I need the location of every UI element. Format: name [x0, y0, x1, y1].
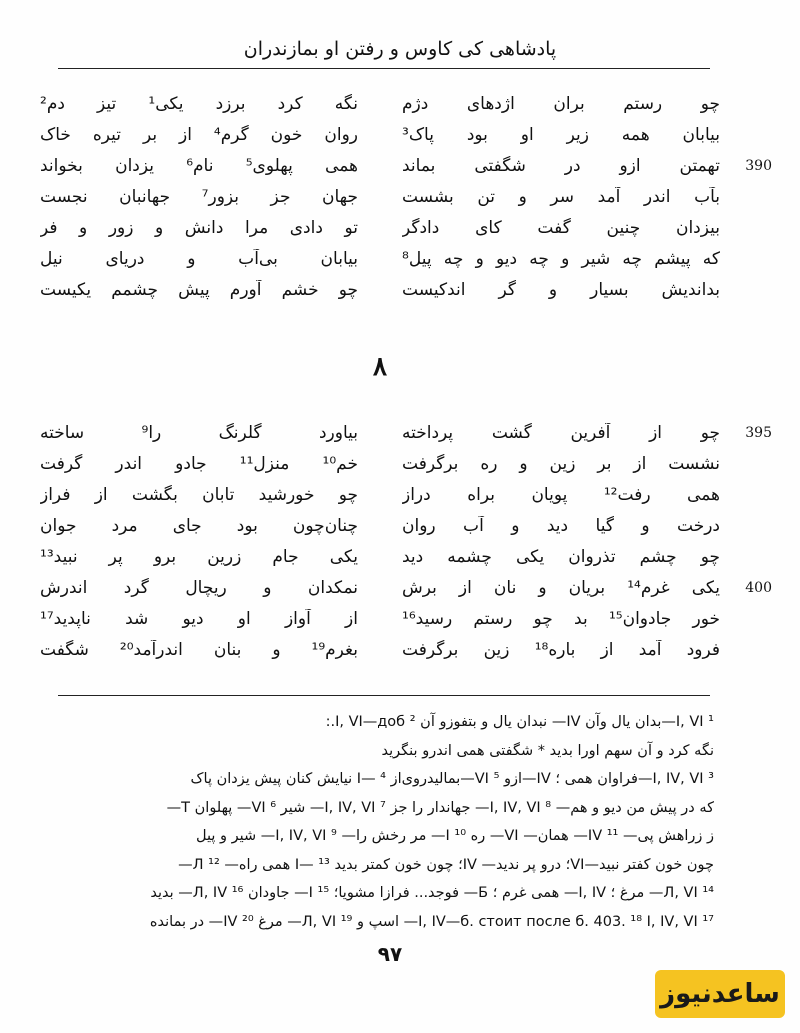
hemistich-second: همی پهلوی⁵ نام⁶ یزدان بخواند [40, 155, 358, 176]
verse-line [40, 541, 720, 572]
verse-line [40, 448, 720, 479]
footnote-line: نگه کرد و آن سهم اورا بدید * شگفتی همی اندرو بنگرید [381, 742, 714, 759]
footnote-line: ¹ I, VI—بدان یال وآن IV— نبدان یال و بتفوزو آن ² I, VI—доб.: [325, 714, 714, 730]
footnote-line: ز زراهش پی— ¹¹ IV— همان— VI— ره ¹⁰ I— مر رخش را— ⁹ I, IV, VI— شیر و پیل [196, 828, 714, 844]
verse-line [40, 634, 720, 665]
verse-block-1 [40, 88, 772, 305]
hemistich-second: روان خون گرم⁴ از بر تیره خاک [40, 124, 358, 145]
verse-line [40, 572, 772, 603]
section-number: ۸ [373, 352, 387, 382]
hemistich-second: از آواز او دیو شد ناپدید¹⁷ [40, 608, 358, 629]
hemistich-second: چو خشم آورم پیش چشمم یکیست [40, 279, 358, 300]
watermark-text: ساعدنیوز [660, 979, 780, 1009]
hemistich-second: نگه کرد برزد یکی¹ تیز دم² [40, 93, 358, 114]
hemistich-second: جهان جز بزور⁷ جهانبان نجست [40, 186, 358, 207]
verse-line [40, 417, 772, 448]
running-title: پادشاهی کی کاوس و رفتن او بمازندران [243, 38, 557, 60]
verse-line [40, 479, 720, 510]
footnotes-rule [58, 695, 710, 696]
hemistich-first: خور جادوان¹⁵ بد چو رستم رسید¹⁶ [402, 608, 720, 629]
hemistich-first: بآب اندر آمد سر و تن بشست [402, 186, 720, 207]
verse-line [40, 274, 720, 305]
verse-block-2 [40, 417, 772, 665]
footnote-line: ¹⁷ I, IV—б. стоит после б. 403. ¹⁸ I, IV, VI— اسپ و ¹⁹ Л, VI— مرغ ²⁰ IV— در بمانده [149, 913, 714, 930]
verse-line [40, 243, 720, 274]
page-number: ۹۷ [377, 942, 403, 966]
footnote-line: چون خون کفتر نبید—VI؛ درو پر ندید— IV؛ چون خون کمتر بدید I— ¹³ همی راه— ¹² Л— [178, 856, 714, 873]
hemistich-second: خم¹⁰ منزل¹¹ جادو اندر گرفت [40, 453, 358, 474]
verse-line [40, 181, 720, 212]
hemistich-first: بیزدان چنین گفت کای دادگر [402, 217, 720, 238]
header-rule [58, 68, 710, 69]
verse-line [40, 510, 720, 541]
hemistich-first: درخت و گیا دید و آب روان [402, 515, 720, 536]
hemistich-second: بغرم¹⁹ و بنان اندرآمد²⁰ شگفت [40, 639, 358, 660]
footnote-line: که در پیش من دیو و هم— ⁸ I, IV, VI— جهاندار را جز ⁷ I, IV, VI— شیر ⁶ VI— پهلوان T— [166, 799, 714, 816]
verse-line [40, 119, 720, 150]
footnotes [54, 708, 714, 936]
verse-line-number: 390 [745, 157, 772, 174]
footnote-line: ³ I, IV, VI—فراوان همی ؛ IV—ازو ⁵ VI—بمالیدروی‌از I— ⁴ نیایش کنان پیش یزدان پاک [190, 771, 714, 787]
hemistich-first: بیابان همه زیر او بود پاک³ [402, 124, 720, 145]
hemistich-second: نمکدان و ریچال گرد اندرش [40, 577, 358, 598]
hemistich-second: یکی جام زرین برو پر نبید¹³ [40, 546, 358, 567]
hemistich-second: بیاورد گلرنگ را⁹ ساخته [40, 422, 358, 443]
verse-line [40, 603, 720, 634]
hemistich-first: فرود آمد از باره¹⁸ زین برگرفت [402, 639, 720, 660]
verse-line [40, 150, 772, 181]
verse-line [40, 88, 720, 119]
hemistich-first: همی رفت¹² پویان براه دراز [402, 484, 720, 505]
verse-line-number: 395 [745, 424, 772, 441]
hemistich-second: بیابان بی‌آب و دریای نیل [40, 248, 358, 269]
verse-line-number: 400 [745, 579, 772, 596]
hemistich-first: که پیشم چه شیر و چه دیو و چه پیل⁸ [402, 248, 720, 269]
hemistich-first: چو رستم بران اژدهای دژم [402, 93, 720, 114]
hemistich-first: بداندیش بسیار و گر اندکیست [402, 279, 720, 300]
footnote-line: ¹⁴ Л, VI— مرغ ؛ I, IV— همی غرم ؛ Б— فوجد... فرازا مشویا؛ ¹⁵ I— جاودان ¹⁶ Л, IV— بدید [150, 885, 714, 901]
hemistich-second: تو دادی مرا دانش و زور و فر [40, 217, 358, 238]
hemistich-first: یکی غرم¹⁴ بریان و نان از برش [402, 577, 720, 598]
hemistich-first: چو از آفرین گشت پرداخته [402, 422, 720, 443]
watermark-logo [655, 970, 785, 1018]
hemistich-second: چو خورشید تابان بگشت از فراز [40, 484, 358, 505]
hemistich-second: چنان‌چون بود جای مرد جوان [40, 515, 358, 536]
verse-line [40, 212, 720, 243]
hemistich-first: تهمتن ازو در شگفتی بماند [402, 155, 720, 176]
hemistich-first: چو چشم تذروان یکی چشمه دید [402, 546, 720, 567]
hemistich-first: نشست از بر زین و ره برگرفت [402, 453, 720, 474]
